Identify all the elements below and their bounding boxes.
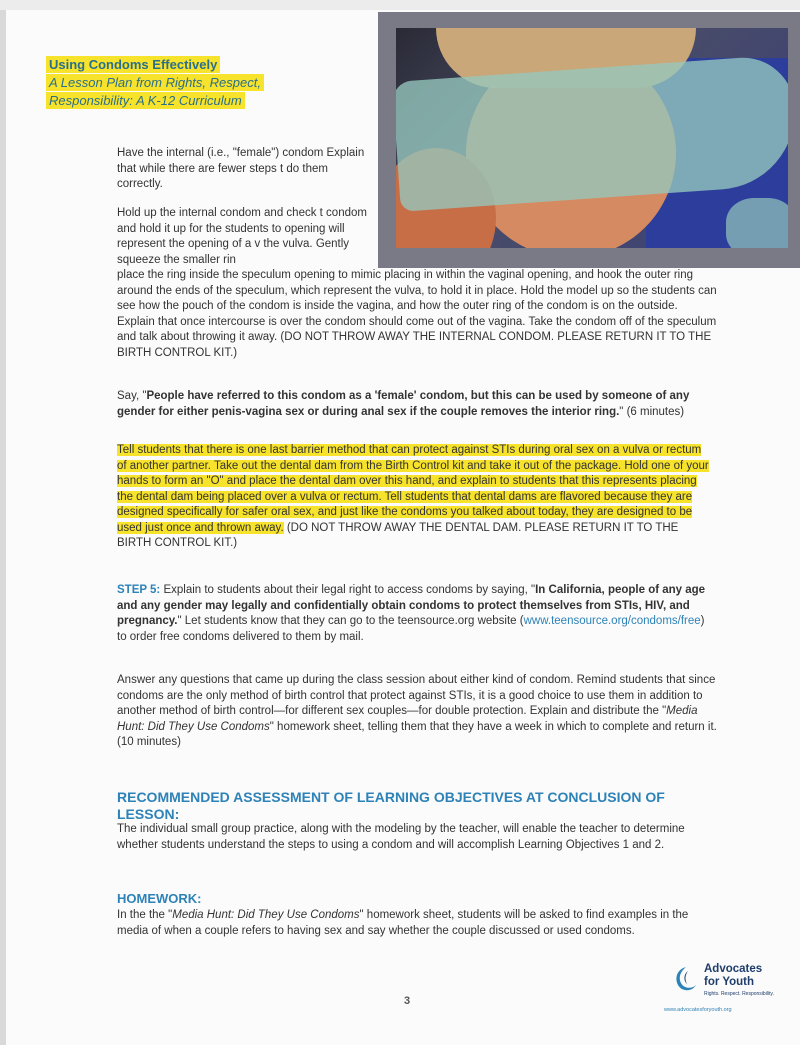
logo-url: www.advocatesforyouth.org bbox=[664, 1007, 732, 1013]
say-quote-bold: People have referred to this condom as a 'female' condom, but this can be used by someone of any gender for either penis-vagina sex or during anal sex if the couple removes the interior ring. bbox=[117, 390, 690, 418]
dental-dam-return-note: (DO NOT THROW AWAY THE DENTAL DAM. PLEASE RETURN IT TO THE BIRTH CONTROL KIT.) bbox=[117, 521, 679, 549]
step-5-mid: " Let students know that they can go to the teensource.org website ( bbox=[177, 615, 524, 627]
paragraph-answer-questions bbox=[117, 673, 717, 751]
photo-dental-dam-edge bbox=[726, 198, 788, 248]
page-edge-shadow bbox=[0, 0, 6, 1045]
paragraph-internal-condom-demo: Hold up the internal condom and check t condom and hold it up for the students to opening will represent the opening of a v the vulva. Gently squeeze the smaller rin bbox=[117, 207, 367, 266]
teensource-link[interactable]: www.teensource.org/condoms/free bbox=[523, 615, 701, 627]
logo-swirl-icon bbox=[672, 965, 700, 993]
paragraph-assessment: The individual small group practice, along with the modeling by the teacher, will enable the teacher to determine whether students understand the steps to using a condom and will accomplish Learning Objectives 1 and 2. bbox=[117, 823, 685, 851]
media-hunt-title: Media Hunt: Did They Use Condoms bbox=[117, 705, 698, 733]
logo-tagline: Rights. Respect. Responsibility. bbox=[704, 991, 774, 997]
assessment-heading: RECOMMENDED ASSESSMENT OF LEARNING OBJECTIVES AT CONCLUSION OF LESSON: bbox=[117, 789, 665, 822]
paragraph-internal-condom-demo-continued: place the ring inside the speculum opening to mimic placing in within the vaginal opening, and hook the outer ring around the ends of the speculum, which represent the vulva, to hold it in place. Hold the model up so the students can see how the pouch of the condom is inside the vagina, and how the outer ring of the condom is on the outside. Explain that once intercourse is over the condom should come out of the vagina. Take the condom off of the speculum and talk about throwing it away. (DO NOT THROW AWAY THE INTERNAL CONDOM. PLEASE RETURN IT TO THE BIRTH CONTROL KIT.) bbox=[117, 269, 717, 359]
paragraph-dental-dam bbox=[117, 443, 712, 552]
answer-questions-end: " homework sheet, telling them that they have a week in which to complete and return it. (10 minutes) bbox=[117, 720, 717, 748]
paragraph-step-5 bbox=[117, 583, 717, 645]
say-prefix: Say, " bbox=[117, 390, 147, 402]
lesson-subtitle-line2: Responsibility: A K-12 Curriculum bbox=[46, 92, 245, 109]
photo-dental-dam bbox=[396, 54, 788, 212]
logo-name-line2: for Youth bbox=[704, 976, 755, 988]
step-5-quote: In California, people of any age and any gender may legally and confidentially obtain condoms to protect themselves from STIs, HIV, and pregnancy. bbox=[117, 584, 706, 627]
homework-sheet-title: Media Hunt: Did They Use Condoms bbox=[172, 909, 360, 921]
paragraph-internal-condom-intro: Have the internal (i.e., "female") condom Explain that while there are fewer steps t do them correctly. bbox=[117, 147, 365, 190]
say-suffix: " (6 minutes) bbox=[619, 405, 685, 418]
logo-name-line1: Advocates bbox=[704, 963, 763, 975]
homework-start: In the the " bbox=[117, 909, 173, 921]
paragraph-say-quote bbox=[117, 389, 717, 420]
dental-dam-photo bbox=[396, 28, 788, 248]
lesson-header bbox=[46, 56, 326, 110]
page-top-edge bbox=[0, 0, 800, 10]
logo-name bbox=[704, 963, 762, 989]
lesson-subtitle-line1: A Lesson Plan from Rights, Respect, bbox=[46, 74, 264, 91]
step-5-end: ) to order free condoms delivered to them by mail. bbox=[117, 615, 705, 643]
answer-questions-start: Answer any questions that came up during the class session about either kind of condom. Remind students that since condoms are the only method of birth control that protect against STIs, it is a good choice to use them in addition to another method of birth control—for different sex couples—for double protection. Explain and distribute the " bbox=[117, 674, 716, 717]
homework-end: " homework sheet, students will be asked to find examples in the media of when a couple refers to having sex and say whether the couple discussed or used condoms. bbox=[117, 909, 689, 937]
paragraph-homework bbox=[117, 908, 717, 939]
step-5-intro: Explain to students about their legal right to access condoms by saying, " bbox=[160, 584, 536, 596]
homework-heading: HOMEWORK: bbox=[117, 891, 202, 906]
page-number: 3 bbox=[404, 995, 411, 1007]
dental-dam-highlighted-text: Tell students that there is one last barrier method that can protect against STIs during oral sex on a vulva or rectum of another partner. Take out the dental dam from the Birth Control kit and take it out of the package. Hold one of your hands to form an "O" and place the dental dam over this hand, and explain to students that this represents placing the dental dam being placed over a vulva or rectum. Tell students that dental dams are flavored because they are designed specifically for safer oral sex, and just like the condoms you talked about today, they are designed to be used just once and thrown away. bbox=[117, 444, 709, 534]
advocates-for-youth-logo bbox=[664, 963, 790, 1023]
lesson-title: Using Condoms Effectively bbox=[46, 56, 220, 73]
step-5-label: STEP 5: bbox=[117, 584, 161, 596]
